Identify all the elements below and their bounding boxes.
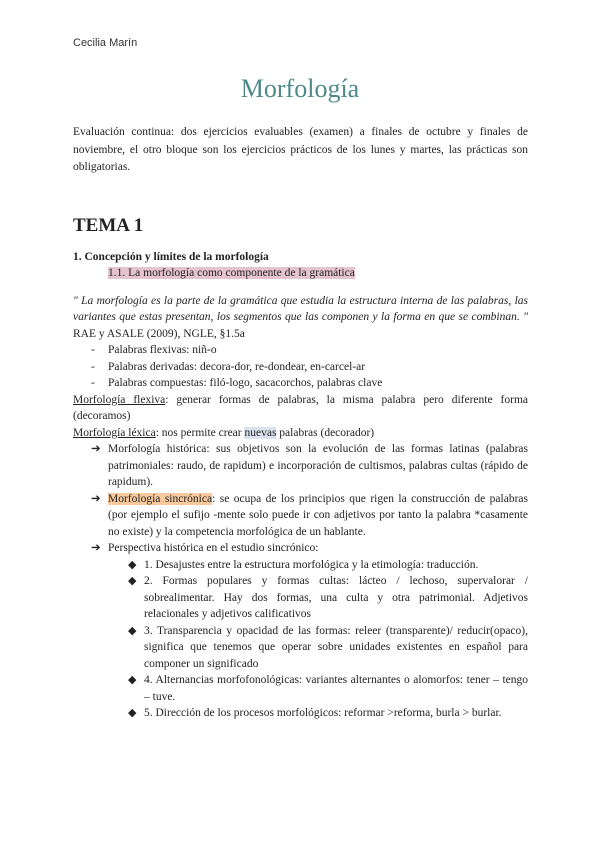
list-item: - Palabras derivadas: decora-dor, re-dondear, en-carcel-ar: [91, 360, 366, 373]
arrow-icon: ➔: [91, 443, 101, 455]
perspective-points-list: [108, 557, 528, 722]
document-title: Morfología: [240, 74, 360, 103]
list-item: - Palabras compuestas: filó-logo, sacacorchos, palabras clave: [91, 377, 383, 389]
list-item: - Palabras flexivas: niñ-o: [91, 344, 217, 356]
diamond-bullet-icon: ◆: [128, 624, 137, 637]
quote-text: " La morfología es la parte de la gramática que estudia la estructura interna de las palabras, las variantes que estas presentan, los segmentos que las componen y la forma en que se combinan. ": [73, 294, 528, 323]
list-item: ◆ 1. Desajustes entre la estructura morfológica y la etimología: traducción.: [108, 557, 528, 574]
section-heading: 1. Concepción y límites de la morfología: [73, 250, 269, 263]
flexiva-paragraph: Morfología flexiva: generar formas de palabras, la misma palabra pero diferente forma (decoramos): [73, 393, 528, 422]
quote-source: RAE y ASALE (2009), NGLE, §1.5a: [73, 327, 245, 340]
diamond-bullet-icon: ◆: [128, 707, 137, 719]
list-item: ➔ Morfología sincrónica: se ocupa de los principios que rigen la construcción de palabras (por ejemplo el sufijo -mente solo puede ir con adjetivos por tanto la palabra *casamente no existe) y la competencia morfológica de un hablante.: [91, 492, 528, 538]
list-item: ◆ 3. Transparencia y opacidad de las formas: releer (transparente)/ reducir(opaco), significa que tenemos que operar sobre unidades existentes en español para componer un significado: [128, 624, 528, 670]
definition-quote: [73, 293, 528, 343]
intro-paragraph: Evaluación continua: dos ejercicios evaluables (examen) a finales de octubre y finales de noviembre, el otro bloque son los ejercicios prácticos de los lunes y martes, las prácticas son obligatorias.: [73, 126, 528, 173]
highlighted-word: nuevas: [244, 426, 277, 439]
subsection-label: 1.1. La morfología como componente de la gramática: [108, 266, 355, 279]
arrow-icon: ➔: [91, 492, 101, 505]
list-item: ➔ Perspectiva histórica en el estudio sincrónico: ◆ 1. Desajustes entre la estructura morfológica y la etimología: traducción. ◆ 2. Formas populares y formas cultas: lácteo / lechoso, supervalorar / sobrealimentar. Hay dos formas, una culta y otra patrimonial. Adjetivos relacionales y adjetivos calificativos ◆ 3. Transparencia y opacidad de las formas: releer (transparente)/ reducir(opaco), significa que tenemos que operar sobre unidades existentes en español para componer un significado ◆ 4. Alternancias morfofonológicas: variantes alternantes o alomorfos: tener – tengo – tuve. ◆ 5. Dirección de los procesos morfológicos: reformar >reforma, burla > burlar.: [73, 540, 528, 722]
flexiva-term: Morfología flexiva: [73, 393, 166, 406]
arrow-icon: ➔: [91, 542, 101, 554]
sincronica-term: Morfología sincrónica: [108, 492, 213, 505]
morphology-types-list: [73, 441, 528, 722]
word-types-list: [73, 342, 528, 392]
document-body: [73, 124, 528, 722]
lexica-paragraph: Morfología léxica: nos permite crear nuevas palabras (decorador): [73, 426, 375, 439]
list-item: ➔ Morfología histórica: sus objetivos son la evolución de las formas latinas (palabras patrimoniales: raudo, de rapidum) e incorporación de cultismos, palabras cultas (rápido de rapidum).: [91, 443, 528, 488]
diamond-bullet-icon: ◆: [128, 674, 137, 686]
list-item: ◆ 2. Formas populares y formas cultas: lácteo / lechoso, supervalorar / sobrealimentar. Hay dos formas, una culta y otra patrimonial. Adjetivos relacionales y adjetivos calificativos: [128, 575, 528, 620]
list-item: ◆ 5. Dirección de los procesos morfológicos: reformar >reforma, burla > burlar.: [108, 705, 528, 722]
subsection-heading: [108, 265, 528, 281]
list-item: ◆ 4. Alternancias morfofonológicas: variantes alternantes o alomorfos: tener – tengo – tuve.: [128, 674, 528, 703]
tema-heading: TEMA 1: [73, 214, 144, 236]
diamond-bullet-icon: ◆: [128, 575, 137, 587]
lexica-term: Morfología léxica: [73, 426, 156, 439]
diamond-bullet-icon: ◆: [128, 558, 137, 571]
author-header: Cecilia Marín: [73, 37, 138, 49]
